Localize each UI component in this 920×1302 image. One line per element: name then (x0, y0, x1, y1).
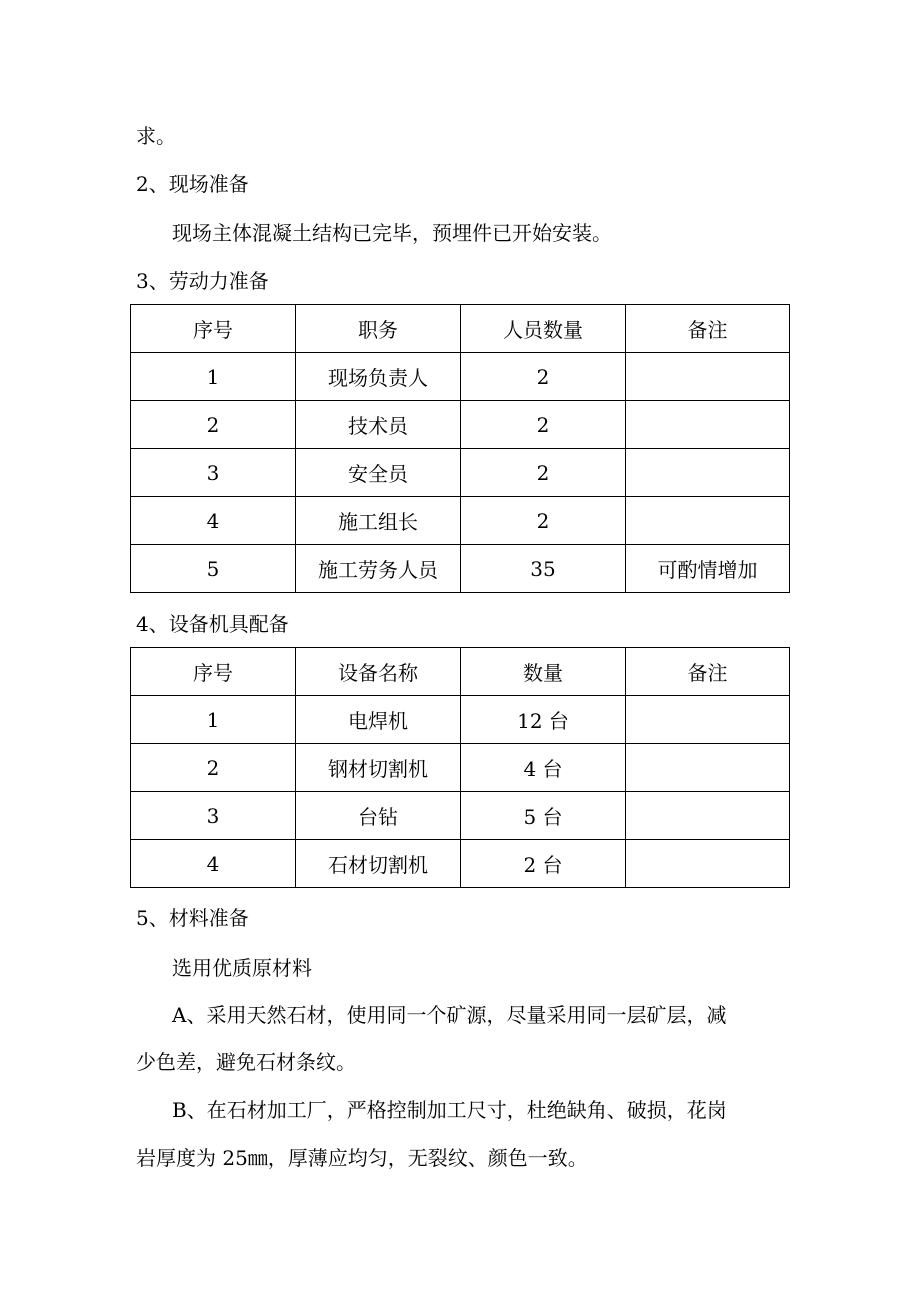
table-cell: 施工劳务人员 (296, 545, 461, 593)
table-cell: 1 (131, 353, 296, 401)
table-cell: 4 台 (461, 744, 626, 792)
section-heading-equipment: 4、设备机具配备 (136, 612, 289, 636)
table-cell: 石材切割机 (296, 840, 461, 888)
section-heading-materials: 5、材料准备 (136, 906, 249, 930)
table-cell: 12 台 (461, 696, 626, 744)
table-cell: 台钻 (296, 792, 461, 840)
header-cell: 设备名称 (296, 648, 461, 696)
header-cell: 备注 (626, 305, 790, 353)
materials-item-b-line1: B、在石材加工厂，严格控制加工尺寸，杜绝缺角、破损，花岗 (172, 1098, 727, 1122)
table-cell: 2 台 (461, 840, 626, 888)
table-row (131, 744, 790, 792)
table-cell (626, 744, 790, 792)
table-row (131, 449, 790, 497)
header-cell: 备注 (626, 648, 790, 696)
header-cell: 人员数量 (461, 305, 626, 353)
table-cell: 5 (131, 545, 296, 593)
table-cell: 钢材切割机 (296, 744, 461, 792)
table-cell: 5 台 (461, 792, 626, 840)
table-row (131, 497, 790, 545)
site-prep-text: 现场主体混凝土结构已完毕，预埋件已开始安装。 (172, 221, 612, 245)
section-heading-site-prep: 2、现场准备 (136, 172, 249, 196)
materials-item-b-line2: 岩厚度为 25㎜，厚薄应均匀，无裂纹、颜色一致。 (136, 1146, 588, 1170)
labor-table (130, 304, 790, 593)
table-row (131, 840, 790, 888)
table-cell: 施工组长 (296, 497, 461, 545)
section-heading-labor-prep: 3、劳动力准备 (136, 269, 269, 293)
table-cell (626, 449, 790, 497)
table-cell (626, 401, 790, 449)
table-header-row (131, 648, 790, 696)
table-cell: 4 (131, 497, 296, 545)
table-cell (626, 353, 790, 401)
table-cell (626, 840, 790, 888)
table-row (131, 401, 790, 449)
table-row (131, 696, 790, 744)
table-cell: 3 (131, 449, 296, 497)
table-cell: 2 (461, 497, 626, 545)
table-row (131, 792, 790, 840)
table-cell: 现场负责人 (296, 353, 461, 401)
table-cell (626, 497, 790, 545)
table-cell (626, 696, 790, 744)
table-cell: 安全员 (296, 449, 461, 497)
table-cell: 1 (131, 696, 296, 744)
table-cell: 3 (131, 792, 296, 840)
table-cell: 4 (131, 840, 296, 888)
paragraph-continuation: 求。 (136, 124, 176, 148)
table-cell: 2 (461, 353, 626, 401)
table-cell: 2 (461, 449, 626, 497)
materials-intro: 选用优质原材料 (172, 956, 312, 980)
table-cell: 2 (461, 401, 626, 449)
header-cell: 数量 (461, 648, 626, 696)
table-cell: 电焊机 (296, 696, 461, 744)
table-cell: 2 (131, 744, 296, 792)
materials-item-a-line1: A、采用天然石材，使用同一个矿源，尽量采用同一层矿层，减 (172, 1003, 727, 1027)
materials-item-a-line2: 少色差，避免石材条纹。 (136, 1050, 356, 1074)
table-cell (626, 792, 790, 840)
table-cell: 技术员 (296, 401, 461, 449)
table-header-row (131, 305, 790, 353)
header-cell: 序号 (131, 305, 296, 353)
table-cell: 2 (131, 401, 296, 449)
equipment-table (130, 647, 790, 888)
header-cell: 职务 (296, 305, 461, 353)
header-cell: 序号 (131, 648, 296, 696)
table-row (131, 353, 790, 401)
table-cell: 35 (461, 545, 626, 593)
table-row (131, 545, 790, 593)
table-cell: 可酌情增加 (626, 545, 790, 593)
